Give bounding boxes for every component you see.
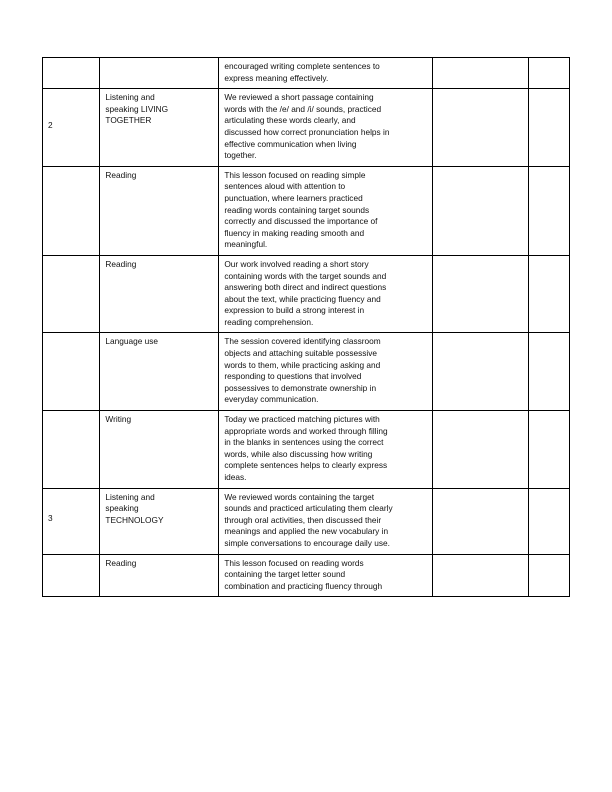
- strand-line: speaking: [105, 503, 139, 514]
- strand-cell: [100, 333, 219, 411]
- description-line: about the text, while practicing fluency and: [224, 293, 381, 304]
- strand-line: Language use: [105, 336, 159, 347]
- empty-cell: [528, 411, 569, 489]
- description-line: Our work involved reading a short story: [224, 258, 369, 269]
- table-row: [43, 166, 570, 255]
- strand-cell: [100, 554, 219, 597]
- lesson-plan-body: [43, 58, 570, 597]
- empty-cell: [432, 333, 528, 411]
- table-row: [43, 411, 570, 489]
- description-cell: [219, 58, 432, 89]
- description-line: complete sentences helps to clearly express: [224, 460, 388, 471]
- strand-line: Reading: [105, 169, 137, 180]
- week-cell: [43, 333, 100, 411]
- table-row: [43, 333, 570, 411]
- strand-cell: [100, 411, 219, 489]
- table-row: [43, 488, 570, 554]
- description-line: objects and attaching suitable possessive: [224, 348, 377, 359]
- description-line: fluency in making reading smooth and: [224, 227, 365, 238]
- description-cell: [219, 554, 432, 597]
- strand-line: Listening and: [105, 92, 155, 103]
- empty-cell: [432, 89, 528, 167]
- empty-cell: [432, 554, 528, 597]
- description-cell: [219, 333, 432, 411]
- week-cell: [43, 58, 100, 89]
- strand-cell: [100, 255, 219, 333]
- strand-cell: [100, 166, 219, 255]
- empty-cell: [528, 166, 569, 255]
- description-line: words with the /e/ and /i/ sounds, practiced: [224, 103, 382, 114]
- empty-cell: [528, 89, 569, 167]
- empty-cell: [432, 58, 528, 89]
- table-row: [43, 58, 570, 89]
- description-line: sentences aloud with attention to: [224, 181, 346, 192]
- description-cell: [219, 488, 432, 554]
- strand-cell: [100, 488, 219, 554]
- week-cell: [43, 255, 100, 333]
- table-row: [43, 554, 570, 597]
- description-line: containing words with the target sounds and: [224, 270, 387, 281]
- description-line: We reviewed a short passage containing: [224, 92, 374, 103]
- description-line: discussed how correct pronunciation helps in: [224, 126, 390, 137]
- description-line: simple conversations to encourage daily use.: [224, 537, 390, 548]
- empty-cell: [528, 554, 569, 597]
- lesson-plan-table: [42, 57, 570, 597]
- strand-line: TOGETHER: [105, 115, 152, 126]
- description-line: meanings and applied the new vocabulary in: [224, 526, 389, 537]
- description-line: This lesson focused on reading simple: [224, 169, 366, 180]
- description-line: effective communication when living: [224, 138, 357, 149]
- description-line: expression to build a strong interest in: [224, 305, 365, 316]
- strand-line: Writing: [105, 414, 132, 425]
- empty-cell: [528, 255, 569, 333]
- empty-cell: [528, 488, 569, 554]
- strand-line: speaking LIVING: [105, 103, 169, 114]
- strand-line: Listening and: [105, 491, 155, 502]
- strand-line: TECHNOLOGY: [105, 514, 164, 525]
- description-line: The session covered identifying classroom: [224, 336, 381, 347]
- week-cell: [43, 411, 100, 489]
- description-line: containing the target letter sound: [224, 569, 346, 580]
- week-cell: [43, 488, 100, 554]
- strand-line: Reading: [105, 557, 137, 568]
- description-cell: [219, 166, 432, 255]
- description-line: responding to questions that involved: [224, 371, 362, 382]
- description-line: appropriate words and worked through filling: [224, 425, 388, 436]
- description-line: combination and practicing fluency through: [224, 580, 383, 591]
- description-line: reading comprehension.: [224, 316, 314, 327]
- description-line: through oral activities, then discussed their: [224, 514, 382, 525]
- week-cell: [43, 554, 100, 597]
- strand-line: Reading: [105, 258, 137, 269]
- empty-cell: [432, 488, 528, 554]
- table-row: [43, 89, 570, 167]
- description-line: We reviewed words containing the target: [224, 491, 375, 502]
- description-line: everyday communication.: [224, 394, 319, 405]
- empty-cell: [528, 58, 569, 89]
- empty-cell: [432, 411, 528, 489]
- description-line: answering both direct and indirect questions: [224, 282, 387, 293]
- strand-cell: [100, 89, 219, 167]
- description-line: words to them, while practicing asking and: [224, 359, 381, 370]
- week-number: 2: [48, 119, 53, 130]
- table-row: [43, 255, 570, 333]
- description-line: correctly and discussed the importance of: [224, 216, 378, 227]
- description-line: words, while also discussing how writing: [224, 448, 373, 459]
- description-cell: [219, 255, 432, 333]
- description-line: punctuation, where learners practiced: [224, 192, 363, 203]
- strand-cell: [100, 58, 219, 89]
- description-line: sounds and practiced articulating them clearly: [224, 503, 393, 514]
- week-cell: [43, 89, 100, 167]
- empty-cell: [432, 166, 528, 255]
- week-number: 3: [48, 513, 53, 524]
- description-line: articulating these words clearly, and: [224, 115, 356, 126]
- description-line: reading words containing target sounds: [224, 204, 370, 215]
- description-line: in the blanks in sentences using the correct: [224, 437, 384, 448]
- description-line: encouraged writing complete sentences to: [224, 61, 380, 71]
- description-line: Today we practiced matching pictures with: [224, 414, 380, 425]
- week-cell: [43, 166, 100, 255]
- description-line: possessives to demonstrate ownership in: [224, 382, 377, 393]
- description-line: express meaning effectively.: [224, 72, 329, 83]
- description-cell: [219, 89, 432, 167]
- empty-cell: [528, 333, 569, 411]
- empty-cell: [432, 255, 528, 333]
- description-line: This lesson focused on reading words: [224, 557, 364, 568]
- description-cell: [219, 411, 432, 489]
- description-line: meaningful.: [224, 239, 268, 250]
- description-line: together.: [224, 150, 257, 161]
- description-line: ideas.: [224, 472, 247, 482]
